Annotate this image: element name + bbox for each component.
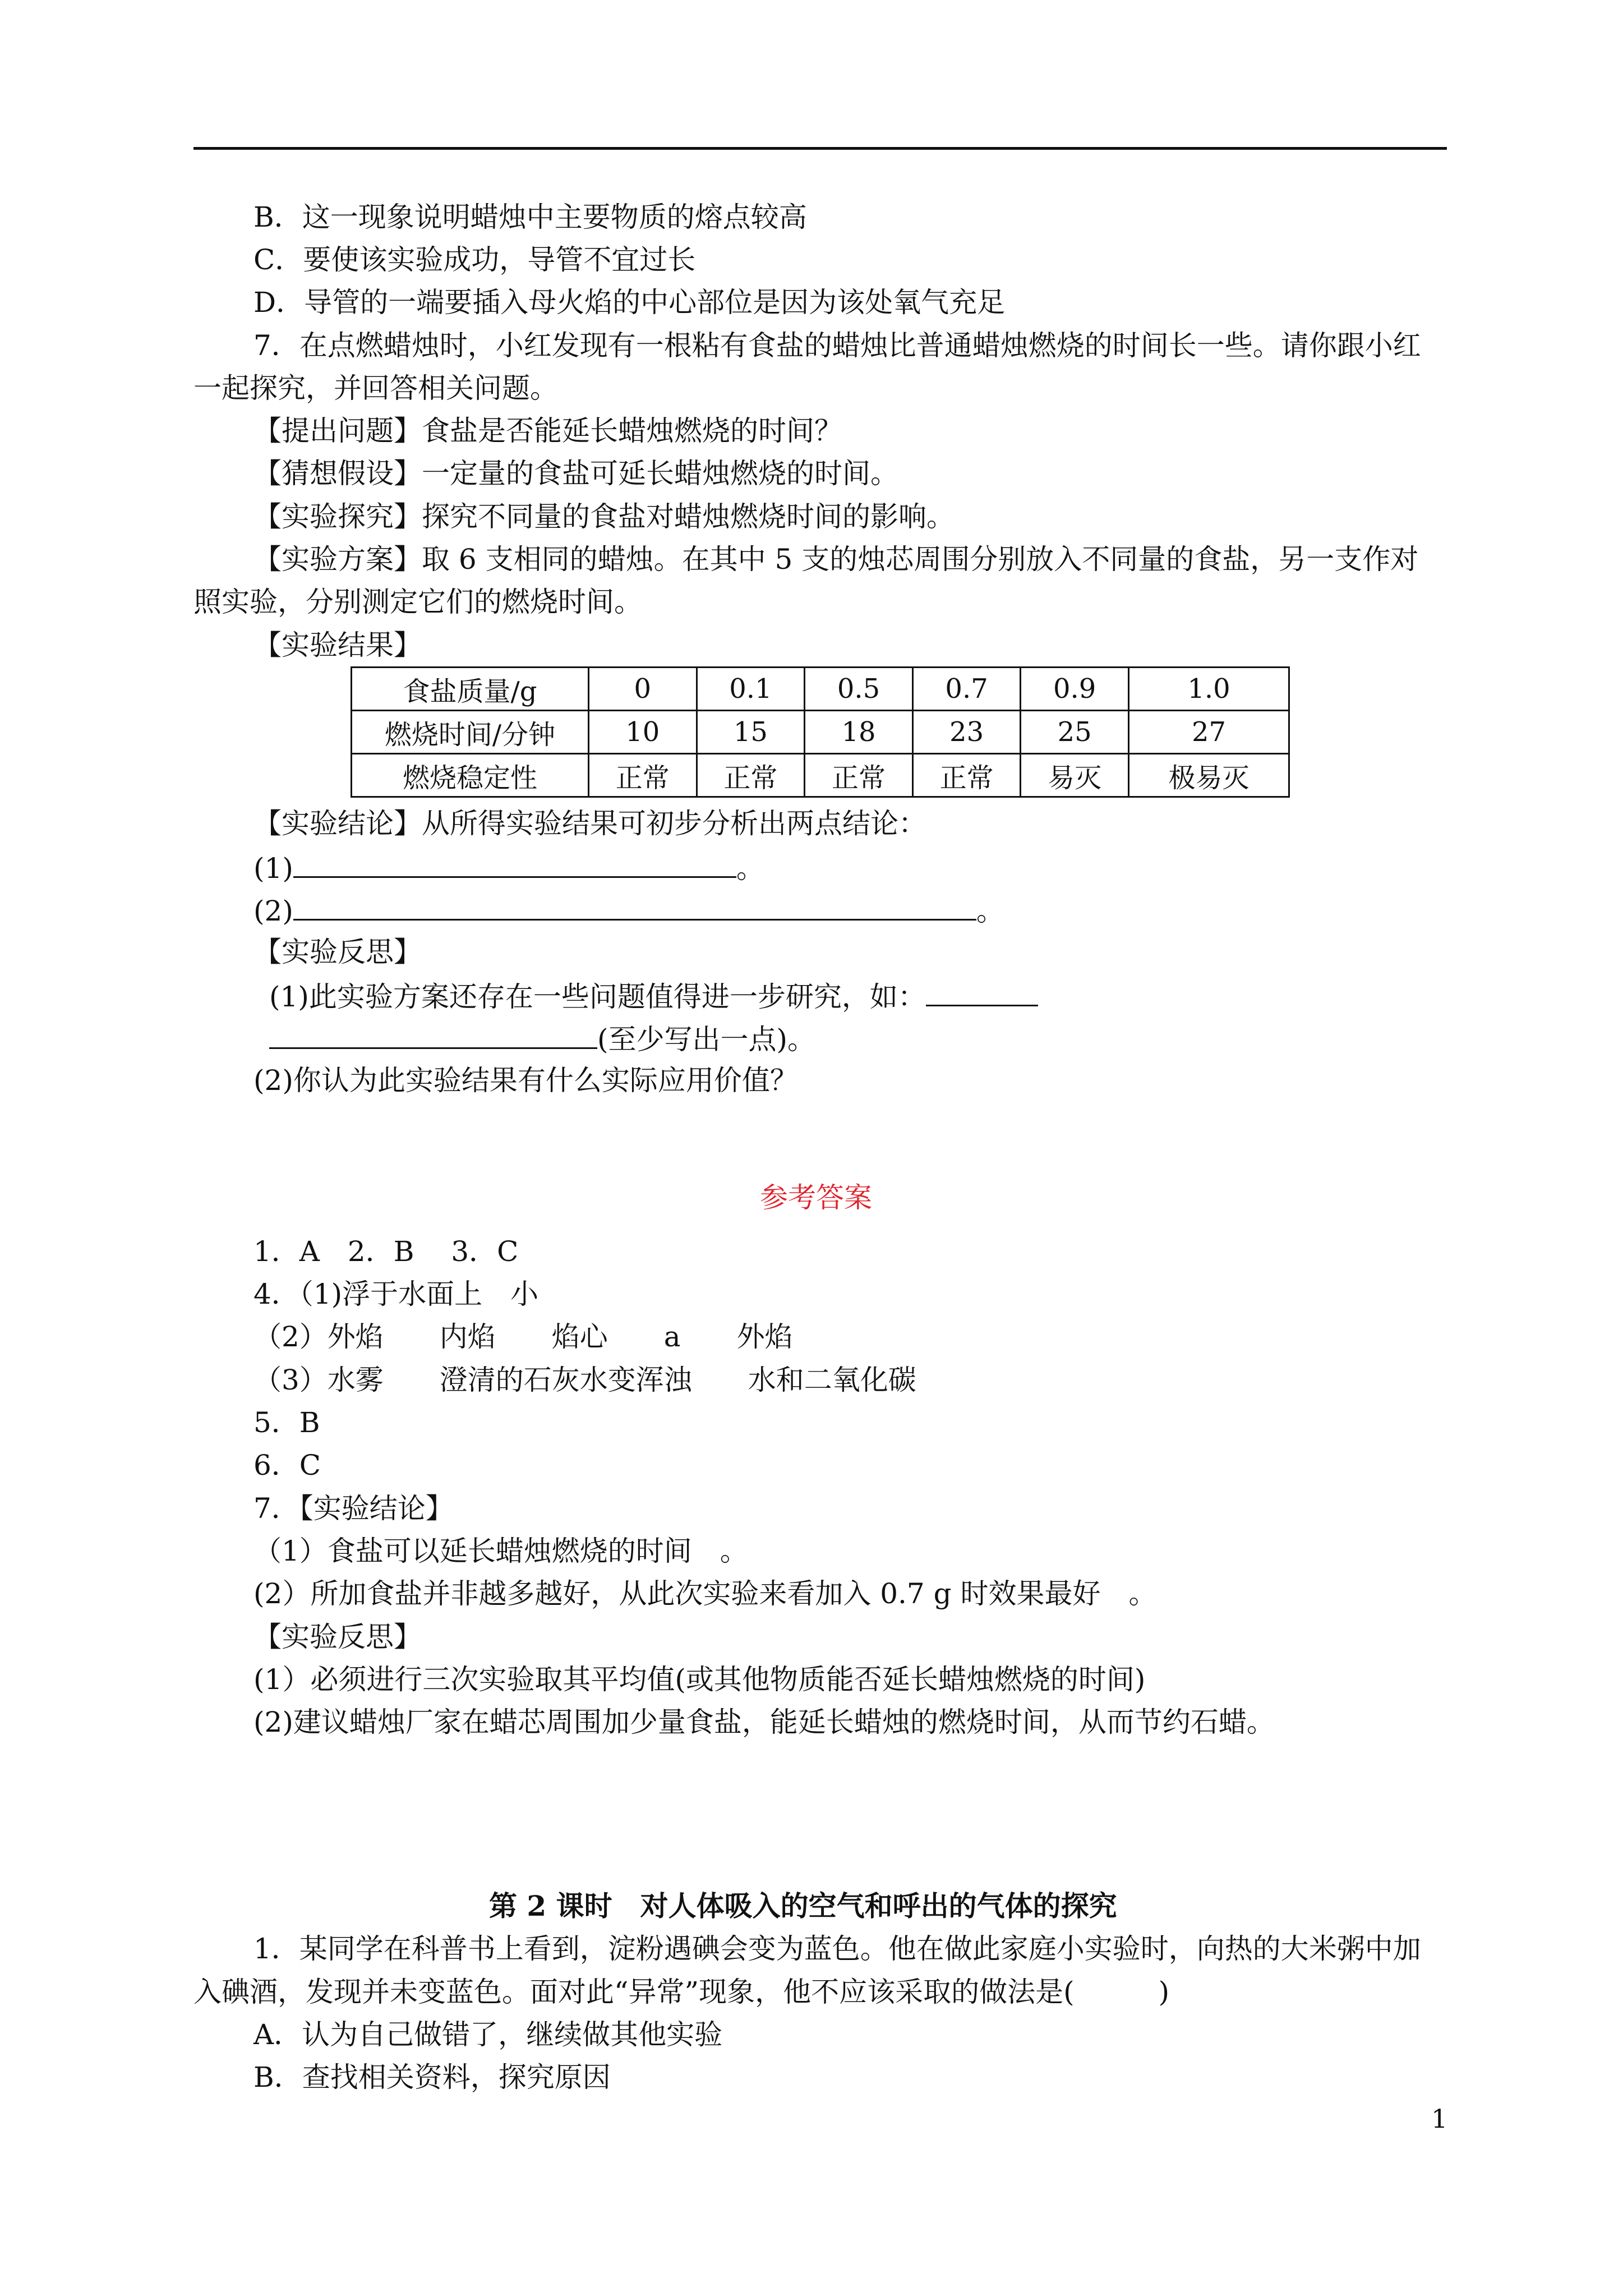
answer-line: （3）水雾 澄清的石灰水变浑浊 水和二氧化碳 xyxy=(253,1364,916,1396)
table-cell: 18 xyxy=(805,711,913,754)
lesson2-q1-line2: 入碘酒，发现并未变蓝色。面对此“异常”现象，他不应该采取的做法是( ) xyxy=(193,1976,1170,2008)
table-cell: 燃烧时间/分钟 xyxy=(352,711,589,754)
header-rule xyxy=(193,147,1447,150)
experiment-plan-line1: 【实验方案】取 6 支相同的蜡烛。在其中 5 支的烛芯周围分别放入不同量的食盐，另一支作对 xyxy=(253,543,1419,576)
ask-question: 【提出问题】食盐是否能延长蜡烛燃烧的时间？ xyxy=(253,415,842,447)
table-cell: 25 xyxy=(1021,711,1129,754)
experiment-explore: 【实验探究】探究不同量的食盐对蜡烛燃烧时间的影响。 xyxy=(253,500,955,533)
reflection-1-cont xyxy=(269,1020,815,1056)
answer-line: (2）所加食盐并非越多越好，从此次实验来看加入 0.7 g 时效果最好 。 xyxy=(253,1577,1157,1610)
result-table xyxy=(351,666,1290,798)
table-row xyxy=(352,668,1289,711)
hypothesis: 【猜想假设】一定量的食盐可延长蜡烛燃烧的时间。 xyxy=(253,457,898,490)
lesson2-q1-line1: 1．某同学在科普书上看到，淀粉遇碘会变为蓝色。他在做此家庭小实验时，向热的大米粥中加 xyxy=(253,1932,1421,1965)
q7-stem-line1: 7．在点燃蜡烛时，小红发现有一根粘有食盐的蜡烛比普通蜡烛燃烧的时间长一些。请你跟小红 xyxy=(253,329,1421,362)
conclusion-2-end: 。 xyxy=(976,895,1004,927)
table-cell: 0.5 xyxy=(805,668,913,711)
table-row xyxy=(352,711,1289,754)
conclusion-1-label: (1) xyxy=(253,852,293,885)
answer-line: 6．C xyxy=(253,1449,321,1481)
experiment-conclusion-heading: 【实验结论】从所得实验结果可初步分析出两点结论： xyxy=(253,807,926,840)
answer-line: (1）必须进行三次实验取其平均值(或其他物质能否延长蜡烛燃烧的时间) xyxy=(253,1663,1146,1696)
reflection-1 xyxy=(269,978,1038,1014)
table-cell: 0.1 xyxy=(697,668,805,711)
answer-line: 7．【实验结论】 xyxy=(253,1492,454,1525)
reflection-1-note: (至少写出一点)。 xyxy=(597,1023,816,1056)
q6-option-b: B．这一现象说明蜡烛中主要物质的熔点较高 xyxy=(253,201,807,233)
answer-line: （2）外焰 内焰 焰心 a 外焰 xyxy=(253,1320,793,1353)
table-cell: 0.9 xyxy=(1021,668,1129,711)
table-cell: 27 xyxy=(1128,711,1289,754)
lesson2-q1-option-a: A．认为自己做错了，继续做其他实验 xyxy=(253,2018,723,2051)
table-cell: 10 xyxy=(589,711,697,754)
answer-blank[interactable] xyxy=(293,892,976,921)
conclusion-2 xyxy=(253,892,1004,928)
page-number: 1 xyxy=(1431,2104,1448,2134)
table-cell: 极易灭 xyxy=(1128,754,1289,797)
conclusion-2-label: (2) xyxy=(253,895,293,927)
q6-option-d: D．导管的一端要插入母火焰的中心部位是因为该处氧气充足 xyxy=(253,286,1006,319)
answer-blank[interactable] xyxy=(926,978,1038,1006)
reflection-2: (2)你认为此实验结果有什么实际应用价值？ xyxy=(253,1064,798,1097)
experiment-plan-line2: 照实验，分别测定它们的燃烧时间。 xyxy=(193,586,642,618)
answer-line: 4．（1)浮于水面上 小 xyxy=(253,1278,539,1310)
answer-line: 【实验反思】 xyxy=(253,1621,422,1653)
table-cell: 燃烧稳定性 xyxy=(352,754,589,797)
answer-blank[interactable] xyxy=(269,1020,597,1049)
table-cell: 正常 xyxy=(805,754,913,797)
answer-line: (2)建议蜡烛厂家在蜡芯周围加少量食盐，能延长蜡烛的燃烧时间，从而节约石蜡。 xyxy=(253,1706,1275,1738)
table-cell: 0.7 xyxy=(912,668,1021,711)
table-cell: 正常 xyxy=(912,754,1021,797)
answer-line: 1．A 2．B 3．C xyxy=(253,1235,519,1268)
table-cell: 0 xyxy=(589,668,697,711)
answer-line: 5．B xyxy=(253,1406,320,1439)
conclusion-1 xyxy=(253,849,764,885)
table-cell: 正常 xyxy=(589,754,697,797)
lesson-2-title: 第 2 课时 对人体吸入的空气和呼出的气体的探究 xyxy=(489,1889,1117,1922)
answers-title: 参考答案 xyxy=(760,1181,872,1214)
reflection-1-text: (1)此实验方案还存在一些问题值得进一步研究，如： xyxy=(269,981,926,1013)
experiment-result-heading: 【实验结果】 xyxy=(253,629,422,661)
conclusion-1-end: 。 xyxy=(736,852,764,885)
table-cell: 食盐质量/g xyxy=(352,668,589,711)
q7-stem-line2: 一起探究，并回答相关问题。 xyxy=(193,372,558,404)
q6-option-c: C．要使该实验成功，导管不宜过长 xyxy=(253,243,696,276)
answer-line: （1）食盐可以延长蜡烛燃烧的时间 。 xyxy=(253,1535,748,1567)
table-cell: 23 xyxy=(912,711,1021,754)
answer-blank[interactable] xyxy=(293,849,736,878)
table-row xyxy=(352,754,1289,797)
lesson2-q1-option-b: B．查找相关资料，探究原因 xyxy=(253,2061,611,2093)
table-cell: 15 xyxy=(697,711,805,754)
table-cell: 1.0 xyxy=(1128,668,1289,711)
table-cell: 易灭 xyxy=(1021,754,1129,797)
table-cell: 正常 xyxy=(697,754,805,797)
experiment-reflection-heading: 【实验反思】 xyxy=(253,936,422,968)
